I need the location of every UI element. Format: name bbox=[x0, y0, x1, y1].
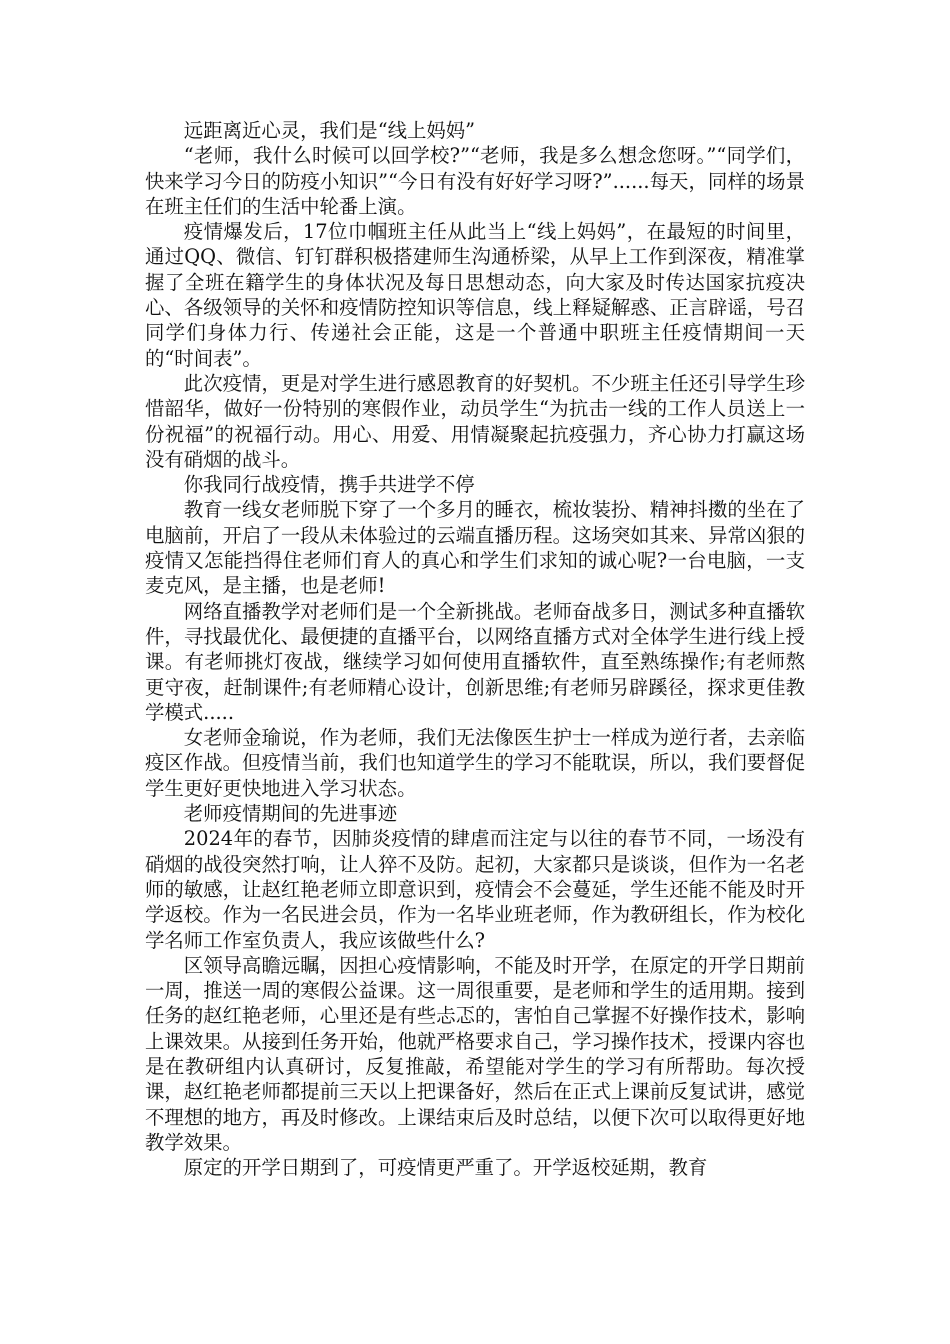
body-paragraph: 此次疫情，更是对学生进行感恩教育的好契机。不少班主任还引导学生珍惜韶华，做好一份特别的寒假作业，动员学生“为抗击一线的工作人员送上一份祝福”的祝福行动。用心、用爱、用情凝聚起抗疫强力，齐心协力打赢这场没有硝烟的战斗。 bbox=[145, 371, 805, 471]
document-page bbox=[145, 118, 805, 1180]
body-paragraph: 女老师金瑜说，作为老师，我们无法像医生护士一样成为逆行者，去亲临疫区作战。但疫情当前，我们也知道学生的学习不能耽误，所以，我们要督促学生更好更快地进入学习状态。 bbox=[145, 726, 805, 800]
section-heading-online-mom: 远距离近心灵，我们是“线上妈妈” bbox=[183, 119, 476, 142]
body-paragraph: “老师，我什么时候可以回学校?”“老师，我是多么想念您呀。”“同学们，快来学习今日的防疫小知识”“今日有没有好好学习呀?”......每天，同样的场景在班主任们的生活中轮番上演。 bbox=[145, 144, 805, 218]
section-heading-advanced-deeds: 老师疫情期间的先进事迹 bbox=[183, 802, 398, 826]
body-paragraph: 区领导高瞻远瞩，因担心疫情影响，不能及时开学，在原定的开学日期前一周，推送一周的寒假公益课。这一周很重要，是老师和学生的适用期。接到任务的赵红艳老师，心里还是有些忐忑的，害怕自己掌握不好操作技术，影响上课效果。从接到任务开始，他就严格要求自己，学习操作技术，授课内容也是在教研组内认真研讨，反复推敲，希望能对学生的学习有所帮助。每次授课，赵红艳老师都提前三天以上把课备好，然后在正式上课前反复试讲，感觉不理想的地方，再及时修改。上课结束后及时总结，以便下次可以取得更好地教学效果。 bbox=[145, 953, 805, 1154]
body-paragraph: 疫情爆发后，17位巾帼班主任从此当上“线上妈妈”，在最短的时间里，通过QQ、微信、钉钉群积极搭建师生沟通桥梁，从早上工作到深夜，精准掌握了全班在籍学生的身体状况及每日思想动态，向大家及时传达国家抗疫决心、各级领导的关怀和疫情防控知识等信息，线上释疑解惑、正言辟谣，号召同学们身体力行、传递社会正能，这是一个普通中职班主任疫情期间一天的“时间表”。 bbox=[145, 220, 805, 370]
body-paragraph: 网络直播教学对老师们是一个全新挑战。老师奋战多日，测试多种直播软件，寻找最优化、最便捷的直播平台，以网络直播方式对全体学生进行线上授课。有老师挑灯夜战，继续学习如何使用直播软件，直至熟练操作;有老师熬更守夜，赶制课件;有老师精心设计，创新思维;有老师另辟蹊径，探求更佳教学模式..... bbox=[145, 599, 805, 724]
section-heading-fight-together: 你我同行战疫情，携手共进学不停 bbox=[183, 473, 475, 497]
body-paragraph: 原定的开学日期到了，可疫情更严重了。开学返校延期，教育 bbox=[183, 1156, 708, 1180]
body-paragraph: 教育一线女老师脱下穿了一个多月的睡衣，梳妆装扮、精神抖擞的坐在了电脑前，开启了一段从未体验过的云端直播历程。这场突如其来、异常凶狠的疫情又怎能挡得住老师们育人的真心和学生们求知的诚心呢?一台电脑，一支麦克风，是主播，也是老师! bbox=[145, 498, 805, 598]
body-paragraph: 2024年的春节，因肺炎疫情的肆虐而注定与以往的春节不同，一场没有硝烟的战役突然打响，让人猝不及防。起初，大家都只是谈谈，但作为一名老师的敏感，让赵红艳老师立即意识到，疫情会不会蔓延，学生还能不能及时开学返校。作为一名民进会员，作为一名毕业班老师，作为教研组长，作为校化学名师工作室负责人，我应该做些什么? bbox=[145, 827, 805, 952]
